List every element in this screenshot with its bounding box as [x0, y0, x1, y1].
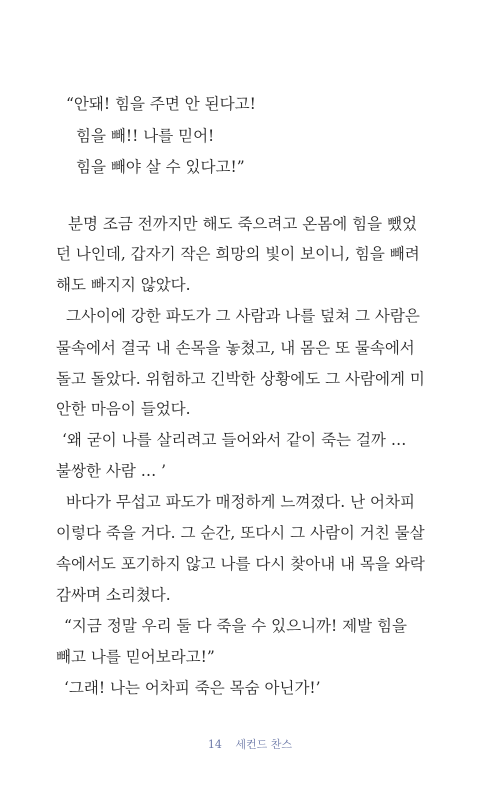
text-line-6: 해도 빠지지 않았다.: [56, 276, 191, 294]
text-line-3: 힘을 빼야 살 수 있다고!”: [76, 158, 245, 176]
text-line-13: 바다가 무섭고 파도가 매정하게 느껴졌다. 난 어차피: [66, 493, 415, 511]
text-line-17: “지금 정말 우리 둘 다 죽을 수 있으니까! 제발 힘을: [64, 617, 407, 635]
text-line-5: 던 나인데, 갑자기 작은 희망의 빛이 보이니, 힘을 빼려: [56, 245, 420, 263]
text-line-12: 불쌍한 사람 … ’: [56, 462, 167, 480]
text-line-14: 이렇다 죽을 거다. 그 순간, 또다시 그 사람이 거친 물살: [56, 524, 425, 542]
page-number: 14: [207, 738, 222, 751]
text-line-8: 물속에서 결국 내 손목을 놓쳤고, 내 몸은 또 물속에서: [56, 339, 415, 357]
text-line-7: 그사이에 강한 파도가 그 사람과 나를 덮쳐 그 사람은: [66, 307, 420, 325]
text-line-4: 분명 조금 전까지만 해도 죽으려고 온몸에 힘을 뺐었: [68, 215, 417, 233]
text-line-2: 힘을 빼!! 나를 믿어!: [76, 127, 215, 145]
text-line-9: 돌고 돌았다. 위험하고 긴박한 상황에도 그 사람에게 미: [56, 370, 425, 388]
text-line-15: 속에서도 포기하지 않고 나를 다시 찾아내 내 목을 와락: [56, 555, 425, 573]
text-line-1: “안돼! 힘을 주면 안 된다고!: [66, 95, 256, 113]
page-footer: [0, 736, 500, 752]
text-line-16: 감싸며 소리쳤다.: [56, 586, 171, 604]
text-line-18: 빼고 나를 믿어보라고!”: [56, 648, 215, 666]
text-line-19: ‘그래! 나는 어차피 죽은 목숨 아닌가!’: [64, 679, 321, 697]
book-title: 세컨드 찬스: [235, 738, 293, 751]
text-line-11: ‘왜 굳이 나를 살리려고 들어와서 같이 죽는 걸까 …: [62, 431, 407, 449]
text-line-10: 안한 마음이 들었다.: [56, 400, 191, 418]
